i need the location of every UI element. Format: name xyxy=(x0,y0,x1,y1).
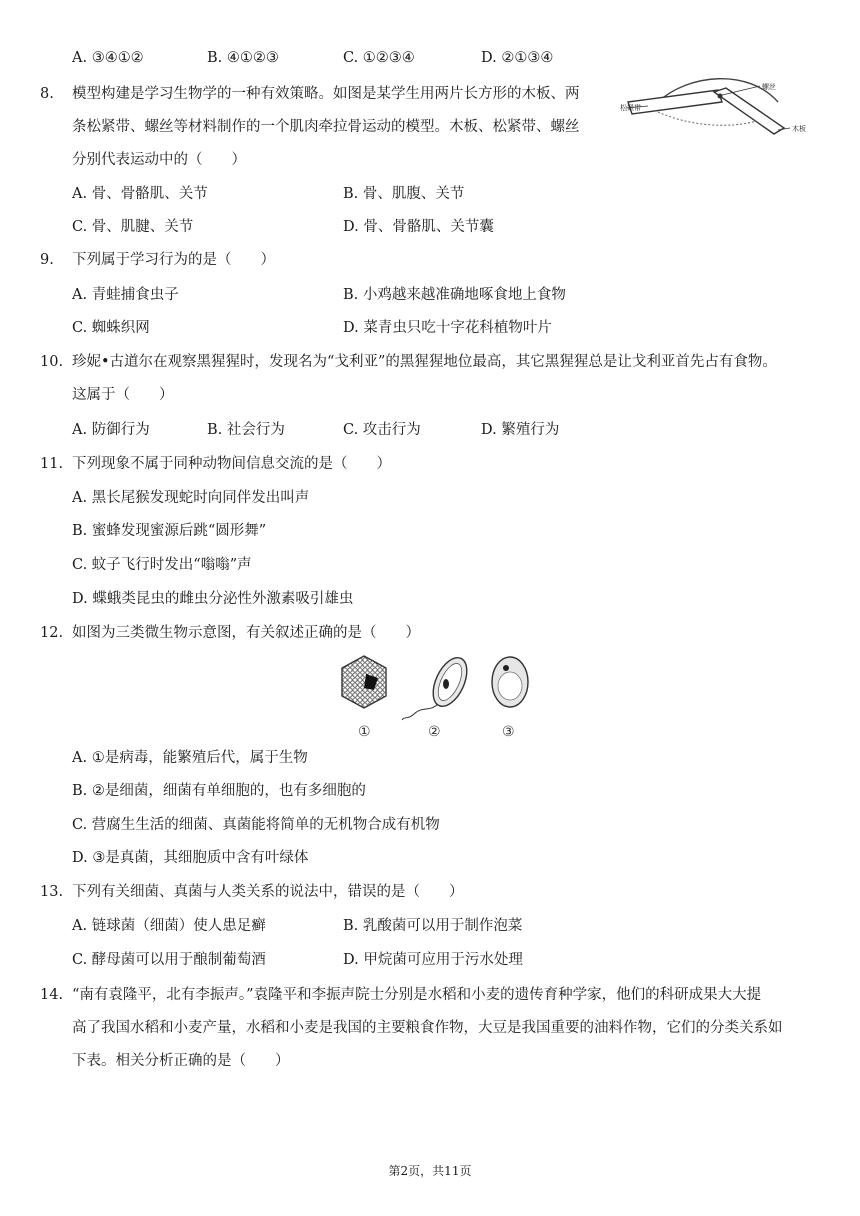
q11-option-d: D. 蝶蛾类昆虫的雌虫分泌性外激素吸引雄虫 xyxy=(72,591,354,607)
q10-option-b: B. 社会行为 xyxy=(207,422,285,438)
q13-option-a: A. 链球菌（细菌）使人患足癣 xyxy=(72,918,266,934)
q7-option-d: D. ②①③④ xyxy=(481,50,554,66)
q11-option-a: A. 黑长尾猴发现蛇时向同伴发出叫声 xyxy=(72,490,310,506)
q9-option-b: B. 小鸡越来越准确地啄食地上食物 xyxy=(343,287,566,303)
q10-option-a: A. 防御行为 xyxy=(72,422,150,438)
figure-label-board: 木板 xyxy=(792,125,806,133)
q10-option-c: C. 攻击行为 xyxy=(343,422,421,438)
q8-stem-line-3: 分别代表运动中的（ ） xyxy=(72,152,246,168)
q8-stem-line-2: 条松紧带、螺丝等材料制作的一个肌肉牵拉骨运动的模型。木板、松紧带、螺丝 xyxy=(72,119,580,135)
q7-option-b: B. ④①②③ xyxy=(207,50,279,66)
q13-option-d: D. 甲烷菌可应用于污水处理 xyxy=(343,952,523,968)
q12-number: 12. xyxy=(40,625,64,641)
page-footer: 第2页，共11页 xyxy=(388,1164,472,1178)
q13-stem: 下列有关细菌、真菌与人类关系的说法中，错误的是（ ） xyxy=(72,884,464,900)
q13-option-b: B. 乳酸菌可以用于制作泡菜 xyxy=(343,918,523,934)
q10-number: 10. xyxy=(40,354,64,370)
q14-number: 14. xyxy=(40,987,64,1003)
muscle-model-figure xyxy=(618,72,814,142)
virus-drawing xyxy=(342,656,386,708)
q11-stem: 下列现象不属于同种动物间信息交流的是（ ） xyxy=(72,456,391,472)
q13-number: 13. xyxy=(40,884,64,900)
q12-option-d: D. ③是真菌，其细胞质中含有叶绿体 xyxy=(72,850,309,866)
q11-option-c: C. 蚊子飞行时发出“嗡嗡”声 xyxy=(72,557,252,573)
q13-option-c: C. 酵母菌可以用于酿制葡萄酒 xyxy=(72,952,266,968)
q7-option-a: A. ③④①② xyxy=(72,50,144,66)
figure-label-3: ③ xyxy=(502,724,515,740)
q14-stem-line-3: 下表。相关分析正确的是（ ） xyxy=(72,1053,290,1069)
q8-option-c: C. 骨、肌腱、关节 xyxy=(72,219,194,235)
q10-option-d: D. 繁殖行为 xyxy=(481,422,560,438)
q10-stem-line-1: 珍妮•古道尔在观察黑猩猩时，发现名为“戈利亚”的黑猩猩地位最高，其它黑猩猩总是让戈利亚首先占有食物。 xyxy=(72,354,777,370)
figure-label-screw: 螺丝 xyxy=(762,83,776,91)
q12-option-a: A. ①是病毒，能繁殖后代，属于生物 xyxy=(72,750,308,766)
q8-option-b: B. 骨、肌腹、关节 xyxy=(343,186,465,202)
figure-label-1: ① xyxy=(358,724,371,740)
q9-option-a: A. 青蛙捕食虫子 xyxy=(72,287,179,303)
q8-number: 8. xyxy=(40,86,54,102)
q10-stem-line-2: 这属于（ ） xyxy=(72,387,174,403)
figure-label-2: ② xyxy=(428,724,441,740)
q9-option-c: C. 蜘蛛织网 xyxy=(72,320,150,336)
q12-option-b: B. ②是细菌，细菌有单细胞的，也有多细胞的 xyxy=(72,783,366,799)
q8-option-d: D. 骨、骨骼肌、关节囊 xyxy=(343,219,494,235)
microbes-figure xyxy=(330,650,536,742)
q9-stem: 下列属于学习行为的是（ ） xyxy=(72,252,275,268)
q14-stem-line-1: “南有袁隆平，北有李振声。”袁隆平和李振声院士分别是水稻和小麦的遗传育种学家，他们的科研成果大大提 xyxy=(72,987,762,1003)
q9-option-d: D. 菜青虫只吃十字花科植物叶片 xyxy=(343,320,552,336)
q11-option-b: B. 蜜蜂发现蜜源后跳“圆形舞” xyxy=(72,523,267,539)
q12-option-c: C. 营腐生生活的细菌、真菌能将简单的无机物合成有机物 xyxy=(72,817,440,833)
q7-option-c: C. ①②③④ xyxy=(343,50,415,66)
figure-label-band: 松紧带 xyxy=(620,104,641,112)
bacterium-drawing xyxy=(402,653,474,720)
q11-number: 11. xyxy=(40,456,64,472)
q9-number: 9. xyxy=(40,252,54,268)
q14-stem-line-2: 高了我国水稻和小麦产量，水稻和小麦是我国的主要粮食作物，大豆是我国重要的油料作物，它们的分类关系如 xyxy=(72,1020,783,1036)
yeast-drawing xyxy=(492,657,528,707)
q12-stem: 如图为三类微生物示意图，有关叙述正确的是（ ） xyxy=(72,625,420,641)
q8-stem-line-1: 模型构建是学习生物学的一种有效策略。如图是某学生用两片长方形的木板、两 xyxy=(72,86,580,102)
q8-option-a: A. 骨、骨骼肌、关节 xyxy=(72,186,208,202)
